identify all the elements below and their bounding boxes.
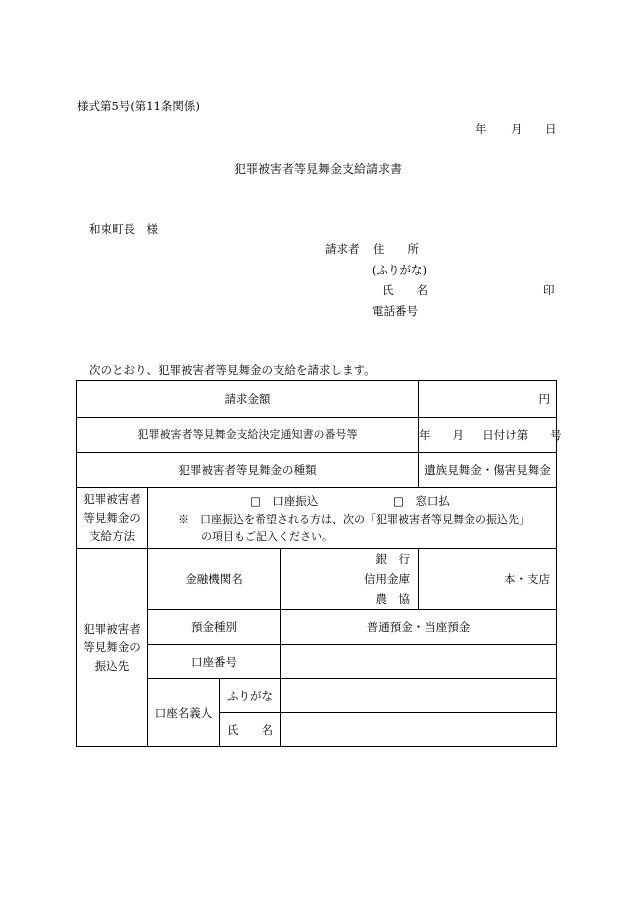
method-label-line: 支給方法 [89, 529, 135, 544]
method-label-line: 犯罪被害者 [83, 492, 141, 507]
amount-label: 請求金額 [77, 381, 419, 418]
method-row [77, 488, 557, 549]
amount-row [77, 381, 557, 418]
applicant-label: 請求者 [325, 242, 360, 256]
deposit-type-value[interactable]: 普通預金・当座預金 [281, 610, 557, 645]
bank-name-field[interactable] [281, 549, 419, 610]
notice-field[interactable] [419, 418, 562, 453]
method-note-2: の項目もご記入ください。 [201, 529, 333, 543]
date-year-label: 年 [475, 122, 487, 136]
notice-row [77, 418, 557, 453]
holder-furigana-field[interactable] [281, 679, 557, 713]
notice-month: 月 [452, 427, 464, 442]
holder-furigana-label: ふりがな [220, 679, 281, 713]
kind-row [77, 453, 557, 488]
account-number-field[interactable] [281, 645, 557, 679]
addressee: 和束町長 様 [89, 222, 158, 236]
option-counter-payment[interactable]: □ 窓口払 [393, 493, 450, 508]
bank-type-bank: 銀 行 [375, 552, 410, 566]
account-number-label: 口座番号 [148, 645, 281, 679]
bank-type-shinkin: 信用金庫 [364, 572, 410, 587]
destination-label [77, 549, 148, 747]
kind-label: 犯罪被害者等見舞金の種類 [77, 453, 419, 488]
method-note-1: ※ 口座振込を希望される方は、次の「犯罪被害者等見舞金の振込先」 [178, 512, 530, 526]
phone-label: 電話番号 [372, 304, 418, 318]
seal-mark: 印 [543, 283, 555, 297]
date-month-label: 月 [511, 122, 523, 136]
furigana-label: (ふりがな) [372, 263, 427, 277]
notice-number: 号 [550, 427, 562, 442]
document-title: 犯罪被害者等見舞金支給請求書 [234, 162, 403, 176]
form-number: 様式第5号(第11条関係) [77, 99, 200, 113]
holder-name-label: 氏 名 [220, 713, 281, 747]
account-holder-label: 口座名義人 [148, 679, 220, 747]
address-label: 住 所 [373, 242, 419, 256]
notice-label: 犯罪被害者等見舞金支給決定通知書の番号等 [77, 418, 419, 453]
account-number-row [77, 645, 557, 679]
kind-value[interactable]: 遺族見舞金・傷害見舞金 [419, 453, 557, 488]
bank-type-noukyo: 農 協 [375, 592, 410, 607]
destination-label-line: 等見舞金の [83, 640, 141, 655]
method-label-line: 等見舞金の [83, 510, 141, 525]
destination-label-line: 振込先 [94, 658, 130, 673]
branch-label: 本・支店 [504, 572, 550, 586]
deposit-type-label: 預金種別 [148, 610, 281, 645]
method-label [77, 488, 148, 549]
branch-field[interactable] [419, 549, 557, 610]
option-bank-transfer[interactable]: □ 口座振込 [250, 493, 319, 508]
method-content [148, 488, 557, 549]
notice-year: 年 [419, 427, 431, 442]
amount-unit: 円 [538, 391, 550, 406]
name-label: 氏 名 [382, 283, 428, 297]
holder-name-field[interactable] [281, 713, 557, 747]
holder-furigana-row [77, 679, 557, 713]
date-day-label: 日 [545, 122, 557, 136]
amount-field[interactable] [419, 381, 557, 418]
bank-row [77, 549, 557, 610]
notice-dated: 日付け第 [482, 427, 529, 442]
bank-label: 金融機関名 [148, 549, 281, 610]
deposit-type-row [77, 610, 557, 645]
destination-label-line: 犯罪被害者 [83, 622, 141, 637]
request-form-table [76, 380, 562, 747]
intro-text: 次のとおり、犯罪被害者等見舞金の支給を請求します。 [89, 363, 376, 377]
